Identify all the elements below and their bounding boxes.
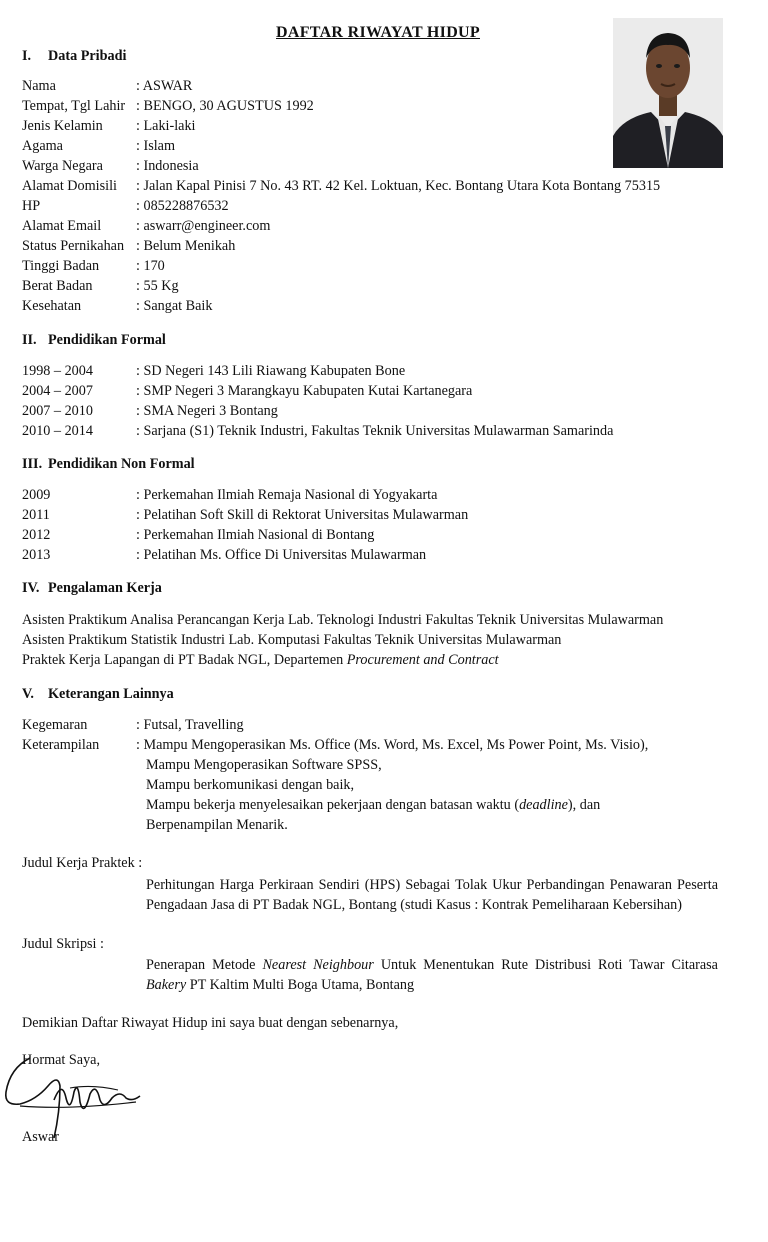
- skill-item: Mampu bekerja menyelesaikan pekerjaan dengan batasan waktu (deadline), dan: [146, 797, 601, 813]
- document-title: DAFTAR RIWAYAT HIDUP: [276, 24, 480, 41]
- signatory-name: Aswar: [22, 1129, 60, 1145]
- section-heading-data-pribadi: I. Data Pribadi: [22, 48, 127, 64]
- skripsi-label: Judul Skripsi :: [22, 936, 104, 952]
- skill-item: Mampu Mengoperasikan Software SPSS,: [146, 757, 382, 773]
- section-heading-pengalaman-kerja: IV. Pengalaman Kerja: [22, 580, 162, 596]
- skripsi-title: Penerapan Metode Nearest Neighbour Untuk Menentukan Rute Distribusi Roti Tawar Citarasa Bakery PT Kaltim Multi Boga Utama, Bontang: [146, 957, 718, 993]
- experience-item: Praktek Kerja Lapangan di PT Badak NGL, Departemen Procurement and Contract: [22, 652, 499, 668]
- profile-photo: [613, 18, 723, 168]
- skill-item: Mampu berkomunikasi dengan baik,: [146, 777, 355, 793]
- experience-item: Asisten Praktikum Analisa Perancangan Kerja Lab. Teknologi Industri Fakultas Teknik Universitas Mulawarman: [22, 612, 664, 628]
- skill-item: Berpenampilan Menarik.: [146, 817, 288, 833]
- section-heading-keterangan-lainnya: V. Keterangan Lainnya: [22, 686, 174, 702]
- closing-statement: Demikian Daftar Riwayat Hidup ini saya buat dengan sebenarnya,: [22, 1015, 399, 1031]
- experience-item: Asisten Praktikum Statistik Industri Lab. Komputasi Fakultas Teknik Universitas Mulawarman: [22, 632, 562, 648]
- section-heading-pendidikan-non-formal: III. Pendidikan Non Formal: [22, 456, 195, 472]
- kp-title: Perhitungan Harga Perkiraan Sendiri (HPS) Sebagai Tolak Ukur Perbandingan Penawaran Peserta Pengadaan Jasa di PT Badak NGL, Bontang (studi Kasus : Kontrak Pemeliharaan Kebersihan): [146, 877, 718, 913]
- kp-label: Judul Kerja Praktek :: [22, 855, 143, 871]
- signature-label: Hormat Saya,: [22, 1052, 101, 1068]
- section-heading-pendidikan-formal: II. Pendidikan Formal: [22, 332, 166, 348]
